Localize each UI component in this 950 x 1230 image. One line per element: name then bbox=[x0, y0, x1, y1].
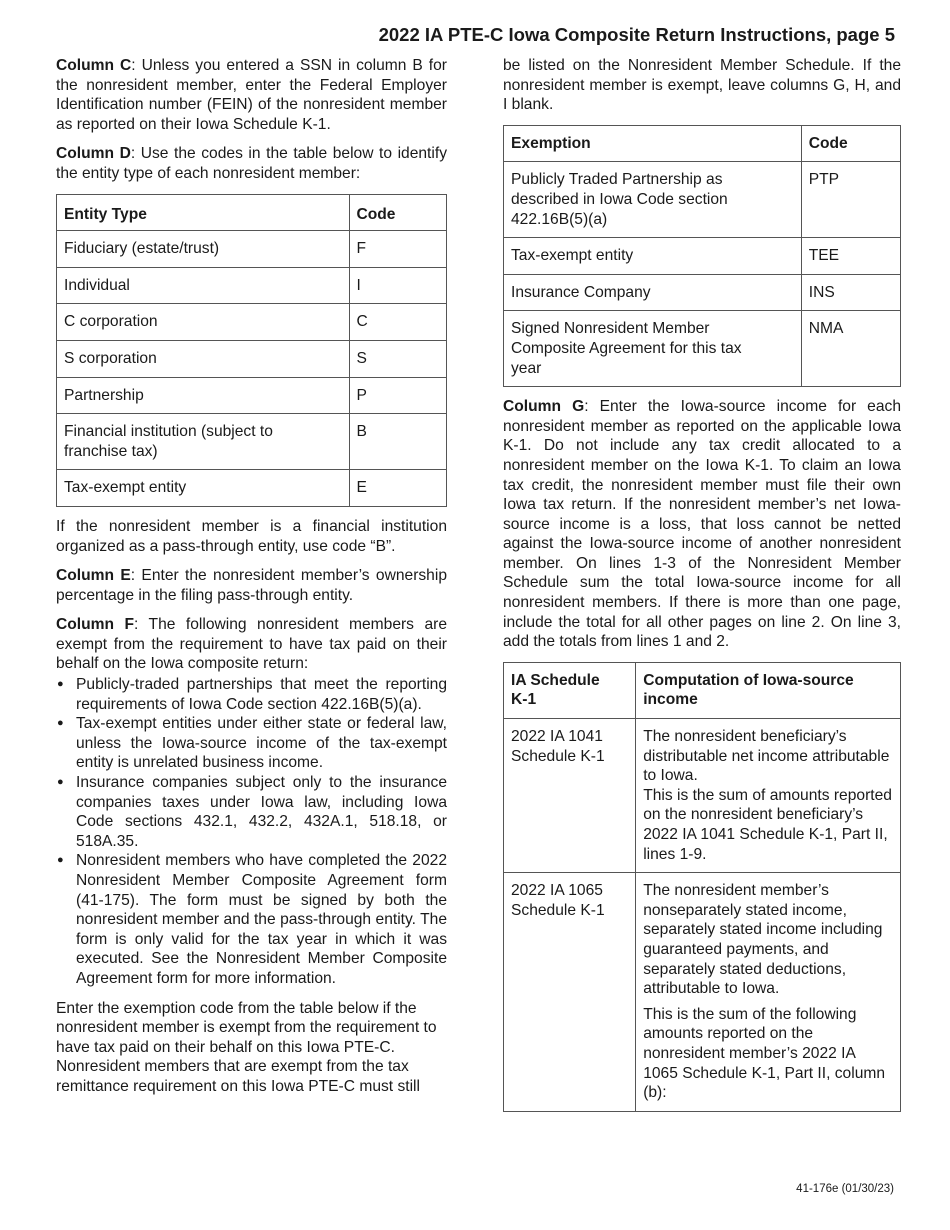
table-row bbox=[57, 231, 447, 268]
table-row bbox=[504, 311, 901, 387]
computation-cell bbox=[636, 719, 901, 873]
list-item: ● Insurance companies subject only to the insurance companies taxes under Iowa law, including Iowa Code sections 432.1, 432.2, 432A.1, 518.18, or 518A.35. bbox=[56, 773, 447, 851]
entity-type-cell: Individual bbox=[57, 267, 350, 304]
entity-type-cell: Fiduciary (estate/trust) bbox=[57, 231, 350, 268]
code-cell: S bbox=[349, 340, 447, 377]
code-cell: B bbox=[349, 414, 447, 470]
entity-type-header: Entity Type bbox=[57, 194, 350, 231]
column-c-paragraph bbox=[56, 56, 447, 134]
continued-paragraph: be listed on the Nonresident Member Schedule. If the nonresident member is exempt, leave columns G, H, and I blank. bbox=[503, 57, 901, 114]
computation-text: The nonresident member’s nonseparately stated income, separately stated income including guaranteed payments, and separately stated deductions, attributable to Iowa. bbox=[643, 882, 883, 998]
column-g-label: Column G bbox=[503, 398, 585, 416]
entity-type-cell: Financial institution (subject to franchise tax) bbox=[57, 414, 350, 470]
entity-type-table bbox=[56, 194, 447, 507]
table-row bbox=[57, 340, 447, 377]
entity-type-cell: Tax-exempt entity bbox=[57, 470, 350, 507]
computation-text: The nonresident beneficiary’s distributable net income attributable to Iowa. bbox=[643, 728, 890, 785]
exemption-cell: Signed Nonresident Member Composite Agreement for this tax year bbox=[504, 311, 802, 387]
table-row bbox=[504, 873, 901, 1112]
column-f-text: : The following nonresident members are exempt from the requirement to have tax paid on their behalf on the Iowa composite return: bbox=[56, 616, 447, 673]
exemption-cell: Publicly Traded Partnership as described in Iowa Code section 422.16B(5)(a) bbox=[504, 162, 802, 238]
code-cell: TEE bbox=[801, 238, 900, 275]
code-cell: F bbox=[349, 231, 447, 268]
table-row bbox=[504, 162, 901, 238]
table-row bbox=[504, 274, 901, 311]
column-e-label: Column E bbox=[56, 567, 131, 585]
column-d-paragraph bbox=[56, 144, 447, 183]
code-header: Code bbox=[349, 194, 447, 231]
table-row bbox=[57, 267, 447, 304]
code-cell: P bbox=[349, 377, 447, 414]
table-header-row bbox=[504, 125, 901, 162]
table-header-row bbox=[57, 194, 447, 231]
code-cell: I bbox=[349, 267, 447, 304]
column-f-paragraph bbox=[56, 615, 447, 674]
computation-cell bbox=[636, 873, 901, 1112]
column-d-label: Column D bbox=[56, 145, 131, 163]
column-d-text: : Use the codes in the table below to identify the entity type of each nonresident member: bbox=[56, 145, 447, 182]
column-e-text: : Enter the nonresident member’s ownership percentage in the filing pass-through entity. bbox=[56, 567, 447, 604]
code-cell: C bbox=[349, 304, 447, 341]
form-number-footer: 41-176e (01/30/23) bbox=[796, 1183, 894, 1195]
entity-type-cell: S corporation bbox=[57, 340, 350, 377]
computation-text: This is the sum of amounts reported on the nonresident beneficiary’s 2022 IA 1041 Schedule K-1, Part II, lines 1-9. bbox=[643, 786, 892, 863]
column-g-paragraph bbox=[503, 397, 901, 652]
column-c-text: : Unless you entered a SSN in column B for the nonresident member, enter the Federal Employer Identification number (FEIN) of the nonresident member as reported on their Iowa Schedule K-1. bbox=[56, 57, 447, 133]
code-cell: E bbox=[349, 470, 447, 507]
schedule-header: IA Schedule K-1 bbox=[504, 662, 636, 718]
exemption-cell: Tax-exempt entity bbox=[504, 238, 802, 275]
table-row bbox=[57, 470, 447, 507]
list-item: ● Tax-exempt entities under either state or federal law, unless the Iowa-source income of the tax-exempt entity is unrelated business income. bbox=[56, 714, 447, 773]
computation-table bbox=[503, 662, 901, 1112]
exempt-members-list bbox=[56, 675, 447, 989]
schedule-cell: 2022 IA 1041 Schedule K-1 bbox=[504, 719, 636, 873]
code-cell: INS bbox=[801, 274, 900, 311]
code-cell: NMA bbox=[801, 311, 900, 387]
list-item: ● Nonresident members who have completed the 2022 Nonresident Member Composite Agreement form (41-175). The form must be signed by both the nonresident member and the pass-through entity. The form is only valid for the tax year in which it was executed. See the Nonresident Member Composite Agreement form for more information. bbox=[56, 851, 447, 988]
exemption-cell: Insurance Company bbox=[504, 274, 802, 311]
column-f-label: Column F bbox=[56, 616, 135, 634]
entity-type-cell: C corporation bbox=[57, 304, 350, 341]
computation-text: This is the sum of the following amounts reported on the nonresident member’s 2022 IA 1065 Schedule K-1, Part II, column (b): bbox=[643, 1005, 886, 1102]
right-column bbox=[503, 56, 901, 1122]
column-g-text: : Enter the Iowa-source income for each nonresident member as reported on the applicable Iowa K-1. Do not include any tax credit allocated to a nonresident member on the Iowa K-1. To claim an Iowa tax credit, the nonresident member must file their own Iowa tax return. If the nonresident member’s net Iowa-source income is a loss, that loss cannot be netted against the Iowa-source income of another nonresident member. On lines 1-3 of the Nonresident Member Schedule sum the total Iowa-source income for all nonresident members. If there is more than one page, include the total for all other pages on line 2. On line 3, add the totals from lines 1 and 2. bbox=[503, 398, 901, 651]
computation-header: Computation of Iowa-source income bbox=[636, 662, 901, 718]
list-item: ● Publicly-traded partnerships that meet the reporting requirements of Iowa Code section 422.16B(5)(a). bbox=[56, 675, 447, 714]
page-header: 2022 IA PTE-C Iowa Composite Return Instructions, page 5 bbox=[378, 24, 895, 45]
table-row bbox=[57, 414, 447, 470]
column-c-label: Column C bbox=[56, 57, 132, 74]
table-row bbox=[504, 238, 901, 275]
left-column bbox=[56, 56, 447, 1107]
exemption-header: Exemption bbox=[504, 125, 802, 162]
table-row bbox=[504, 719, 901, 873]
financial-institution-note: If the nonresident member is a financial institution organized as a pass-through entity, use code “B”. bbox=[56, 517, 447, 555]
table-header-row bbox=[504, 662, 901, 718]
entity-type-cell: Partnership bbox=[57, 377, 350, 414]
exemption-table bbox=[503, 125, 901, 387]
table-row bbox=[57, 377, 447, 414]
code-header: Code bbox=[801, 125, 900, 162]
table-row bbox=[57, 304, 447, 341]
code-cell: PTP bbox=[801, 162, 900, 238]
schedule-cell: 2022 IA 1065 Schedule K-1 bbox=[504, 873, 636, 1112]
exemption-code-paragraph: Enter the exemption code from the table below if the nonresident member is exempt from the requirement to have tax paid on their behalf on this Iowa PTE-C. Nonresident members that are exempt from the tax remittance requirement on this Iowa PTE-C must still bbox=[56, 999, 437, 1095]
column-e-paragraph bbox=[56, 566, 447, 605]
